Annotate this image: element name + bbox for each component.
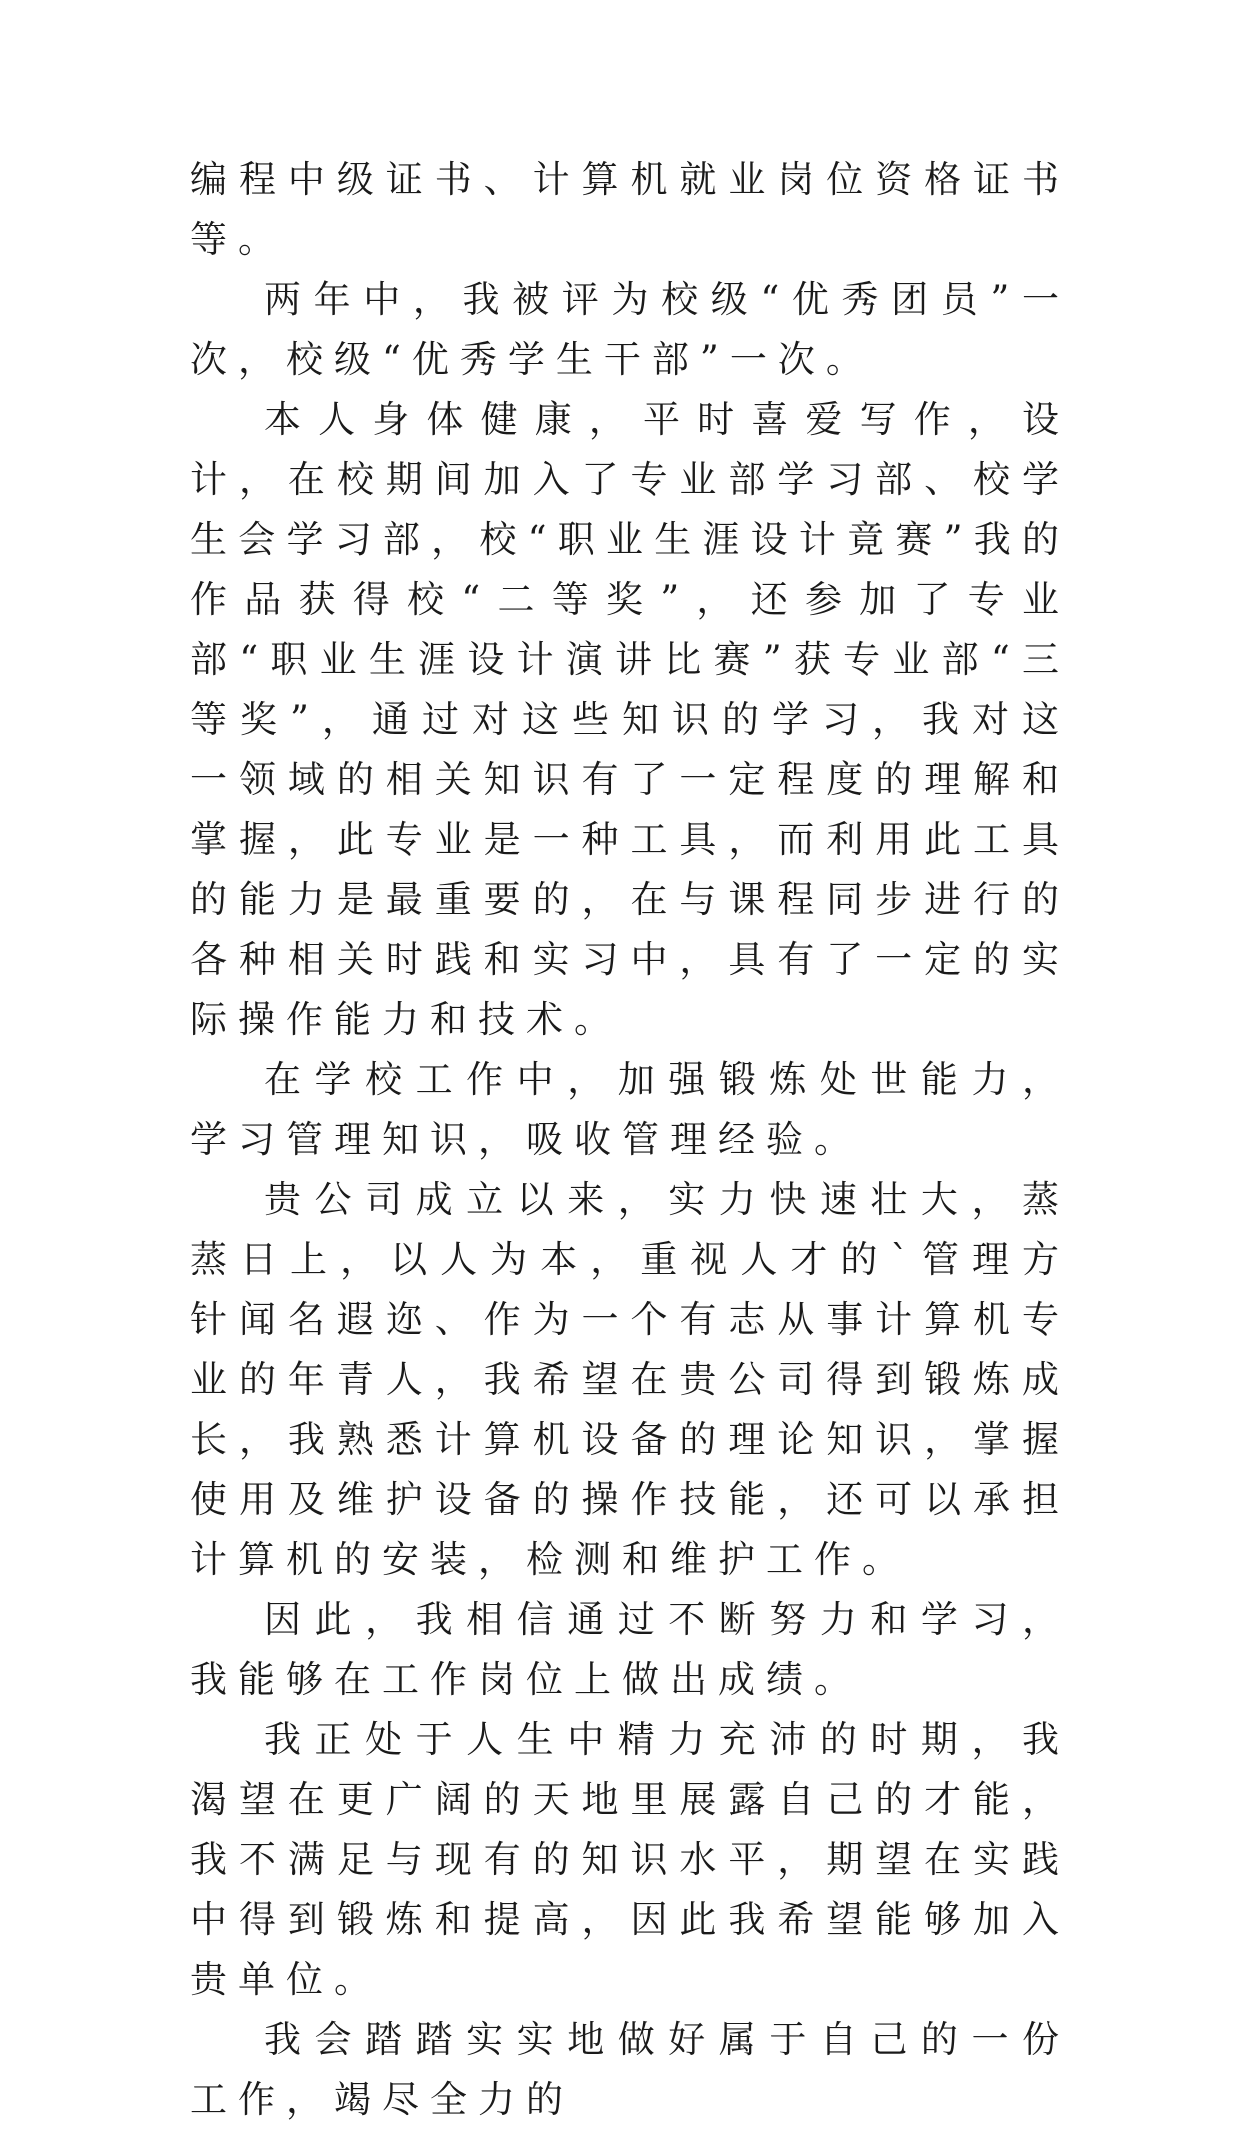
paragraph: 我会踏踏实实地做好属于自己的一份工作，竭尽全力的 [190,2018,1070,2121]
paragraph: 本人身体健康，平时喜爱写作，设计，在校期间加入了专业部学习部、校学生会学习部，校“职业生涯设计竟赛”我的作品获得校“二等奖”，还参加了专业部“职业生涯设计演讲比赛”获专业部“三等奖”，通过对这些知识的学习，我对这一领域的相关知识有了一定程度的理解和掌握，此专业是一种工具，而利用此工具的能力是最重要的，在与课程同步进行的各种相关时践和实习中，具有了一定的实际操作能力和技术。 [190,398,1070,1041]
document-body [190,150,1070,2130]
paragraph: 贵公司成立以来，实力快速壮大，蒸蒸日上，以人为本，重视人才的`管理方针闻名遐迩、作为一个有志从事计算机专业的年青人，我希望在贵公司得到锻炼成长，我熟悉计算机设备的理论知识，掌握使用及维护设备的操作技能，还可以承担计算机的安装，检测和维护工作。 [190,1178,1070,1581]
paragraph: 在学校工作中，加强锻炼处世能力，学习管理知识，吸收管理经验。 [190,1058,1070,1161]
paragraph: 我正处于人生中精力充沛的时期，我渴望在更广阔的天地里展露自己的才能，我不满足与现有的知识水平，期望在实践中得到锻炼和提高，因此我希望能够加入贵单位。 [190,1718,1070,2001]
paragraph: 因此，我相信通过不断努力和学习，我能够在工作岗位上做出成绩。 [190,1598,1070,1701]
paragraph: 两年中，我被评为校级“优秀团员”一次，校级“优秀学生干部”一次。 [190,278,1070,381]
paragraph: 编程中级证书、计算机就业岗位资格证书等。 [190,158,1070,261]
